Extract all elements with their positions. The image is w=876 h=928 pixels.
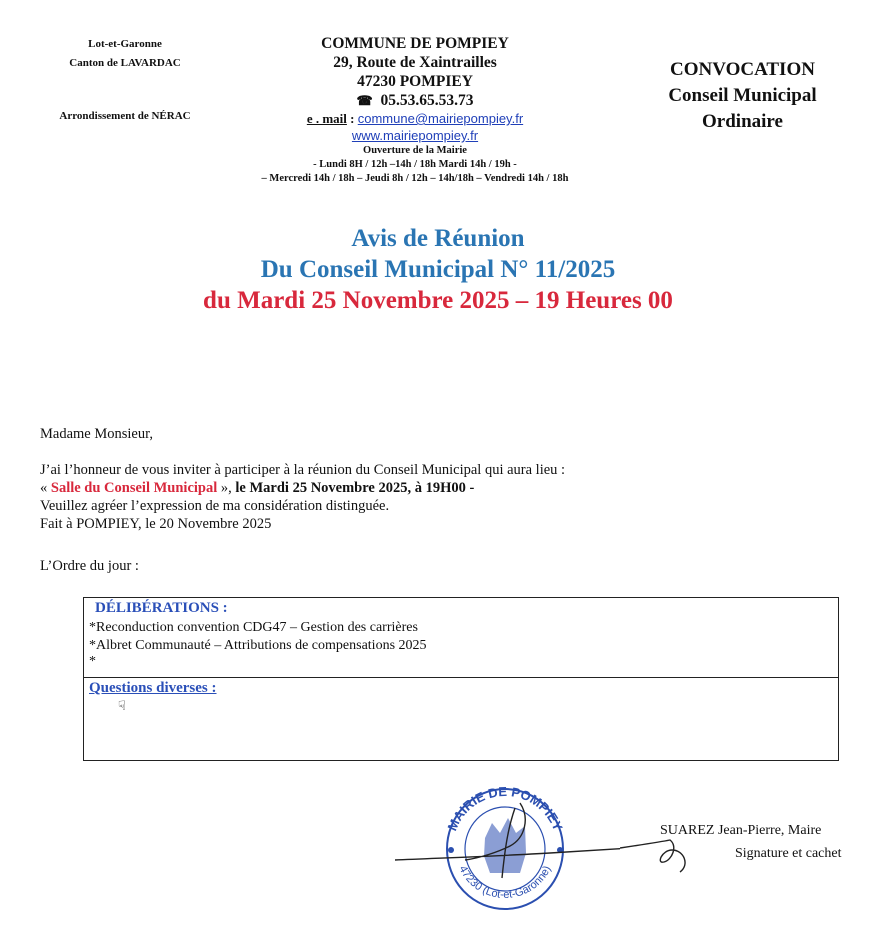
agenda-item: * — [89, 654, 96, 669]
email-line: e . mail : commune@mairiepompiey.fr — [306, 111, 524, 126]
department: Lot-et-Garonne — [88, 38, 162, 50]
deliberation-list — [89, 619, 427, 669]
commune-postal: 47230 POMPIEY — [357, 73, 473, 90]
convocation-subtitle: Conseil Municipal — [668, 85, 817, 106]
closing-text: Veuillez agréer l’expression de ma considération distinguée. — [40, 498, 390, 514]
agenda-item: *Reconduction convention CDG47 – Gestion des carrières — [89, 620, 418, 635]
email-label: e . mail — [306, 111, 347, 126]
stamp-bottom-text: 47230 (Lot-et-Garonne) — [456, 863, 554, 902]
hours-line-2: – Mercredi 14h / 18h – Jeudi 8h / 12h – 14h/18h – Vendredi 14h / 18h — [261, 173, 569, 184]
official-stamp — [380, 778, 620, 928]
header-right — [630, 57, 855, 135]
mayor-name: SUAREZ Jean-Pierre, Maire — [660, 823, 822, 838]
salutation: Madame Monsieur, — [40, 426, 153, 442]
convocation-title: CONVOCATION — [670, 59, 815, 80]
phone-number: 05.53.65.53.73 — [380, 92, 474, 109]
done-at: Fait à POMPIEY, le 20 Novembre 2025 — [40, 516, 272, 532]
convocation-type: Ordinaire — [702, 111, 783, 132]
hours-title: Ouverture de la Mairie — [363, 145, 467, 156]
meeting-date-time: le Mardi 25 Novembre 2025, à 19H00 - — [235, 480, 475, 496]
questions-title: Questions diverses : — [89, 680, 217, 696]
commune-name: COMMUNE DE POMPIEY — [321, 35, 509, 52]
stamp-emblem — [484, 818, 526, 873]
title-date: du Mardi 25 Novembre 2025 – 19 Heures 00 — [203, 287, 673, 314]
meeting-titles — [0, 223, 876, 316]
invite-text: J’ai l’honneur de vous inviter à participer à la réunion du Conseil Municipal qui aura lieu : — [40, 462, 566, 478]
signature-caption: Signature et cachet — [735, 846, 842, 861]
stamp-star-left — [448, 847, 454, 853]
phone-icon: ☎ — [356, 93, 373, 108]
title-council-number: Du Conseil Municipal N° 11/2025 — [260, 256, 616, 283]
canton: Canton de LAVARDAC — [69, 57, 181, 69]
stamp-top-text: MAIRIE DE POMPIEY — [444, 783, 566, 833]
header-left — [40, 35, 210, 73]
hours-line-1: - Lundi 8H / 12h –14h / 18h Mardi 14h / 19h - — [313, 159, 517, 170]
header-center — [210, 34, 620, 186]
agenda-box — [83, 597, 839, 761]
meeting-place: Salle du Conseil Municipal — [50, 480, 218, 496]
email-link[interactable]: commune@mairiepompiey.fr — [357, 111, 524, 126]
agenda-label: L’Ordre du jour : — [40, 558, 139, 574]
website-link[interactable]: www.mairiepompiey.fr — [351, 128, 479, 143]
letter-body — [40, 461, 565, 533]
commune-address: 29, Route de Xaintrailles — [333, 54, 497, 71]
agenda-item: *Albret Communauté – Attributions de compensations 2025 — [89, 638, 427, 653]
quote-close: », — [217, 480, 236, 496]
quote-open: « — [40, 480, 51, 496]
title-notice: Avis de Réunion — [351, 225, 525, 252]
meeting-place-line — [40, 479, 565, 497]
agenda-divider — [84, 677, 838, 678]
phone-line — [210, 91, 620, 110]
deliberations-title: DÉLIBÉRATIONS : — [95, 600, 228, 616]
pointer-bullet-icon: ☟ — [118, 698, 126, 713]
arrondissement: Arrondissement de NÉRAC — [59, 110, 191, 122]
